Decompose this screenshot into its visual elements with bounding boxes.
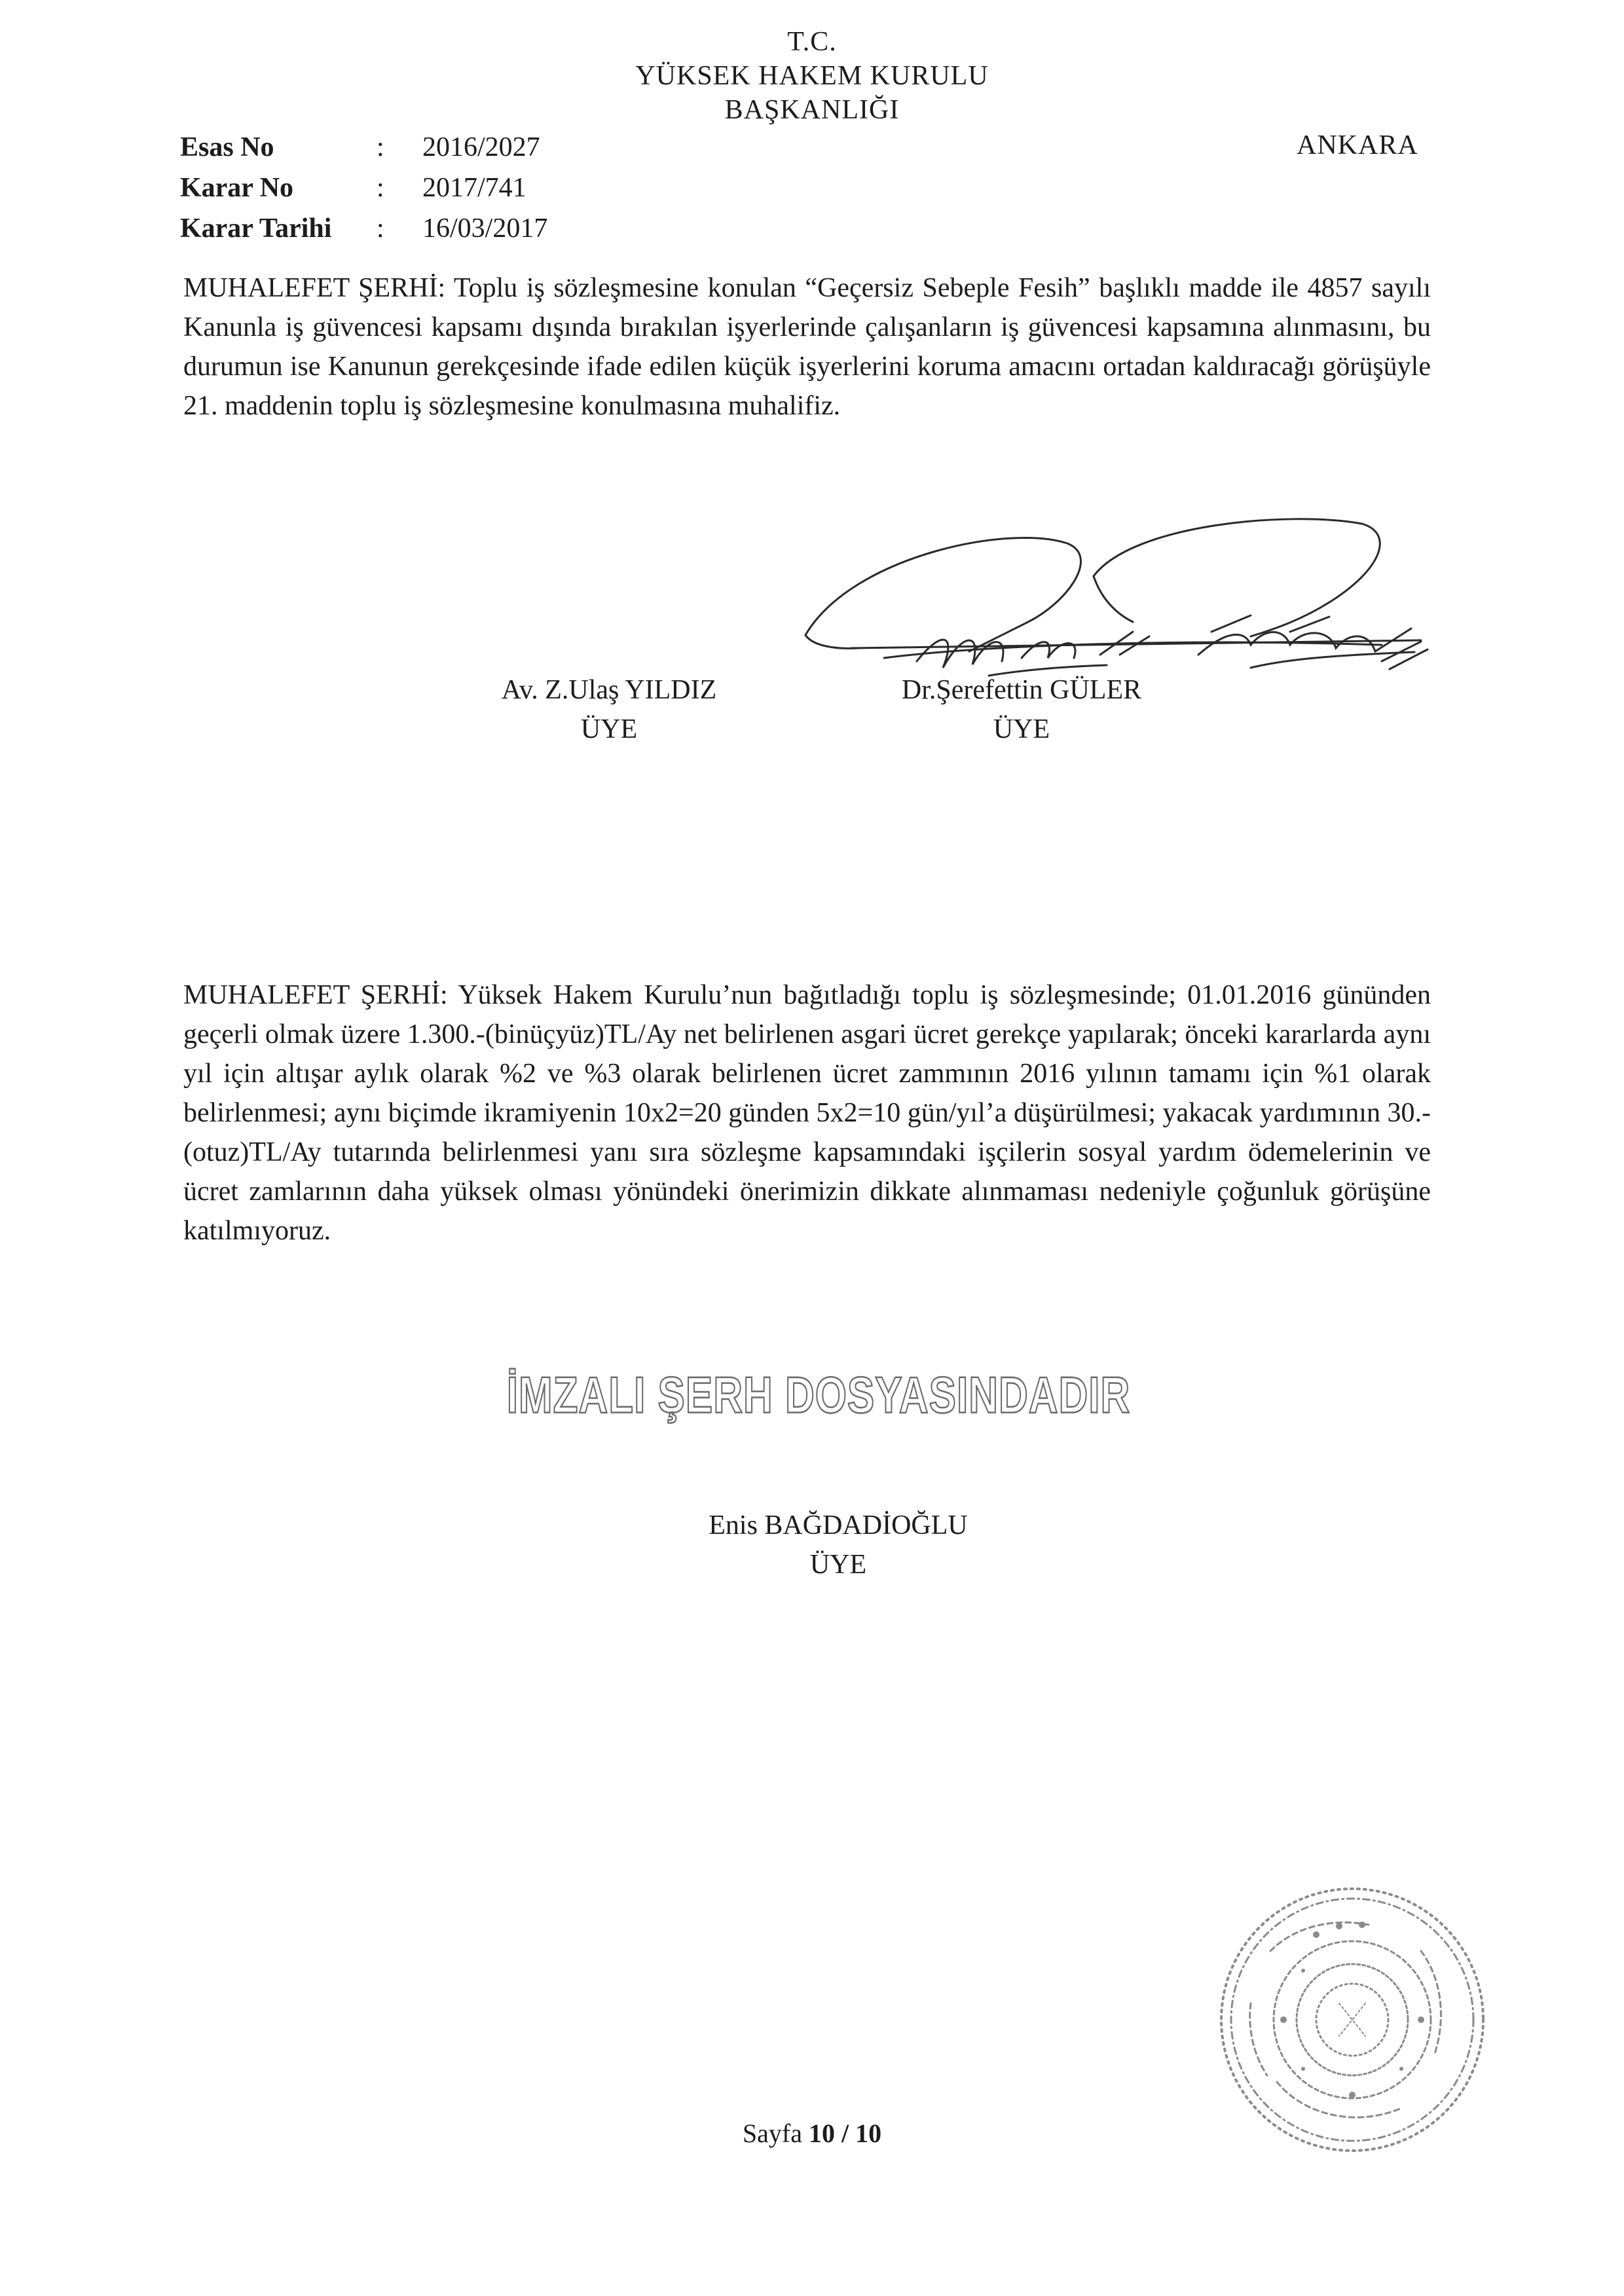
meta-label: Karar Tarihi <box>180 213 332 244</box>
case-metadata <box>180 127 547 249</box>
signatory-bagdadioglu <box>655 1506 1022 1584</box>
page-number <box>0 2118 1624 2149</box>
dissent-opinion-2: MUHALEFET ŞERHİ: Yüksek Hakem Kurulu’nun bağıtladığı toplu iş sözleşmesinde; 01.01.2016 gününden geçerli olmak üzere 1.300.-(binüçyüz)TL/Ay net belirlenen asgari ücret gerekçe yapılarak; önceki kararlarda aynı yıl için altışar aylık olarak %2 ve %3 olarak belirlenen ücret zammının 2016 yılının tamamı için %1 olarak belirlenmesi; aynı biçimde ikramiyenin 10x2=20 günden 5x2=10 gün/yıl’a düşürülmesi; yakacak yardımının 30.-(otuz)TL/Ay tutarında belirlenmesi yanı sıra sözleşme kapsamındaki işçilerin sosyal yardım ödemelerinin ve ücret zamlarının daha yüksek olması yönündeki önerimizin dikkate alınmaması nedeniyle çoğunluk görüşüne katılmıyoruz. <box>183 980 1431 1246</box>
meta-row-esas <box>180 127 547 168</box>
meta-colon: : <box>377 173 384 203</box>
dissent-opinion-1: MUHALEFET ŞERHİ: Toplu iş sözleşmesine konulan “Geçersiz Sebeple Fesih” başlıklı madde ile 4857 sayılı Kanunla iş güvencesi kapsamı dışında bırakılan işyerlerinde çalışanların iş güvencesi kapsamına alınmasını, bu durumun ise Kanunun gerekçesinde ifade edilen küçük işyerlerini koruma amacını ortadan kaldıracağı görüşüyle 21. maddenin toplu iş sözleşmesine konulmasına muhalifiz. <box>183 273 1431 421</box>
stamp-text: İMZALI ŞERH DOSYASINDADIR <box>506 1366 1131 1424</box>
header-tc: T.C. <box>787 27 837 57</box>
meta-value: 2016/2027 <box>422 132 540 162</box>
signatory-role: ÜYE <box>809 1550 867 1580</box>
header-institution: YÜKSEK HAKEM KURULU <box>635 61 989 91</box>
signatory-role: ÜYE <box>993 714 1050 744</box>
meta-colon: : <box>377 213 384 244</box>
stamp-text-signed-dissent <box>506 1362 1131 1434</box>
page-count: 10 / 10 <box>808 2119 882 2148</box>
meta-row-karar <box>180 168 547 208</box>
signatory-yildiz <box>458 670 760 749</box>
meta-colon: : <box>377 132 384 162</box>
page-prefix: Sayfa <box>742 2119 802 2148</box>
signatory-guler <box>858 670 1185 749</box>
signatory-role: ÜYE <box>580 714 638 744</box>
meta-label: Karar No <box>180 173 294 203</box>
meta-value: 2017/741 <box>422 173 526 203</box>
header-presidency: BAŞKANLIĞI <box>724 95 900 125</box>
meta-row-karar-tarihi <box>180 208 547 249</box>
signatory-name: Dr.Şerefettin GÜLER <box>901 675 1142 705</box>
signatory-name: Enis BAĞDADİOĞLU <box>709 1510 968 1540</box>
city: ANKARA <box>1297 130 1418 160</box>
meta-label: Esas No <box>180 132 274 162</box>
meta-value: 16/03/2017 <box>422 213 548 244</box>
signatory-name: Av. Z.Ulaş YILDIZ <box>501 675 717 705</box>
